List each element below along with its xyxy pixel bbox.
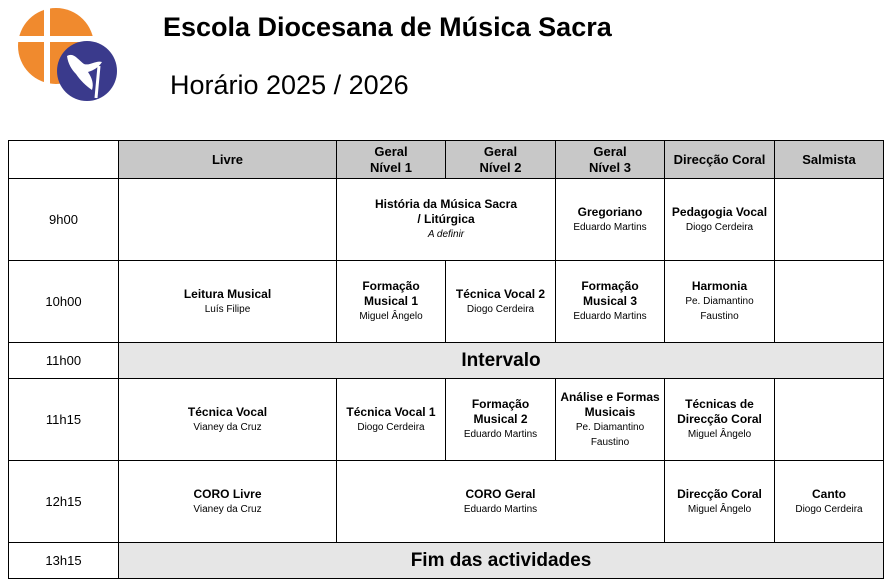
class-subject: Harmonia bbox=[691, 279, 748, 293]
header-line: Geral bbox=[374, 143, 408, 159]
column-header-geral-3 bbox=[556, 141, 665, 179]
class-cell bbox=[665, 379, 775, 461]
class-cell bbox=[665, 261, 775, 343]
class-teacher: Diogo Cerdeira bbox=[466, 303, 535, 315]
class-subject: CORO Livre bbox=[193, 486, 262, 501]
column-header-geral-1 bbox=[337, 141, 446, 179]
column-header-livre: Livre bbox=[119, 141, 337, 179]
class-subject: Musical 1 bbox=[363, 294, 419, 308]
page-subtitle: Horário 2025 / 2026 bbox=[170, 70, 409, 100]
class-cell bbox=[556, 379, 665, 461]
empty-cell bbox=[775, 261, 884, 343]
class-subject: Musical 3 bbox=[582, 294, 638, 308]
class-subject: / Litúrgica bbox=[417, 212, 475, 226]
class-subject: Técnica Vocal 1 bbox=[346, 404, 436, 419]
class-teacher: Eduardo Martins bbox=[463, 503, 538, 515]
end-banner: Fim das actividades bbox=[119, 543, 884, 579]
column-header-geral-2 bbox=[446, 141, 556, 179]
row-9h00 bbox=[9, 179, 884, 261]
class-subject: História da Música Sacra bbox=[374, 197, 518, 211]
class-subject: Análise e Formas bbox=[560, 389, 660, 404]
class-cell bbox=[556, 261, 665, 343]
class-subject: Formação bbox=[471, 397, 530, 411]
class-cell bbox=[337, 379, 446, 461]
class-teacher: Diogo Cerdeira bbox=[795, 503, 863, 515]
class-cell bbox=[446, 379, 556, 461]
class-cell bbox=[337, 461, 665, 543]
class-subject: Gregoriano bbox=[577, 204, 643, 219]
row-11h15 bbox=[9, 379, 884, 461]
class-subject: Formação bbox=[362, 279, 420, 293]
class-subject: Canto bbox=[812, 486, 846, 501]
class-teacher: Faustino bbox=[590, 436, 630, 448]
class-teacher: Miguel Ângelo bbox=[687, 429, 752, 440]
class-teacher: Vianey da Cruz bbox=[193, 421, 262, 433]
header-line: Nível 1 bbox=[370, 159, 412, 175]
class-cell bbox=[665, 461, 775, 543]
class-teacher: Faustino bbox=[700, 311, 739, 322]
class-teacher: Miguel Ângelo bbox=[359, 311, 423, 322]
column-header-direccao-coral: Direcção Coral bbox=[665, 141, 775, 179]
time-label: 11h00 bbox=[9, 343, 119, 379]
class-subject: Musical 2 bbox=[473, 412, 528, 426]
header-line: Geral bbox=[483, 143, 518, 159]
row-11h00 bbox=[9, 343, 884, 379]
class-teacher: Miguel Ângelo bbox=[687, 503, 752, 515]
empty-cell bbox=[775, 179, 884, 261]
time-label: 13h15 bbox=[9, 543, 119, 579]
class-teacher: Pe. Diamantino bbox=[685, 296, 754, 307]
class-subject: Musicais bbox=[584, 404, 636, 419]
class-teacher: Eduardo Martins bbox=[573, 311, 647, 322]
empty-cell bbox=[119, 179, 337, 261]
time-label: 11h15 bbox=[9, 379, 119, 461]
class-subject: Técnica Vocal bbox=[187, 404, 268, 419]
class-teacher: Luís Filipe bbox=[204, 303, 251, 315]
class-subject: Formação bbox=[581, 279, 639, 293]
time-label: 10h00 bbox=[9, 261, 119, 343]
class-subject: CORO Geral bbox=[465, 486, 536, 501]
column-header-salmista: Salmista bbox=[775, 141, 884, 179]
class-cell bbox=[119, 379, 337, 461]
logo-cross-vertical bbox=[44, 8, 50, 88]
break-banner: Intervalo bbox=[119, 343, 884, 379]
class-teacher: Pe. Diamantino bbox=[575, 421, 645, 433]
row-13h15 bbox=[9, 543, 884, 579]
class-teacher: Eduardo Martins bbox=[463, 429, 538, 440]
class-subject: Direcção Coral bbox=[677, 486, 762, 501]
class-subject: Técnica Vocal 2 bbox=[455, 286, 546, 301]
class-teacher: Vianey da Cruz bbox=[193, 503, 262, 515]
class-cell bbox=[665, 179, 775, 261]
page-title: Escola Diocesana de Música Sacra bbox=[163, 12, 612, 42]
class-cell bbox=[119, 261, 337, 343]
class-cell bbox=[337, 261, 446, 343]
class-subject: Leitura Musical bbox=[183, 286, 272, 301]
row-12h15 bbox=[9, 461, 884, 543]
time-label: 12h15 bbox=[9, 461, 119, 543]
class-cell bbox=[446, 261, 556, 343]
corner-cell bbox=[9, 141, 119, 179]
class-cell bbox=[337, 179, 556, 261]
header-line: Nível 3 bbox=[589, 159, 631, 175]
empty-cell bbox=[775, 379, 884, 461]
class-note: A definir bbox=[427, 229, 465, 240]
class-teacher: Diogo Cerdeira bbox=[357, 421, 425, 433]
header-line: Nível 2 bbox=[479, 159, 522, 175]
class-subject: Direcção Coral bbox=[677, 412, 762, 426]
class-subject: Técnicas de bbox=[685, 397, 754, 411]
schedule-table bbox=[8, 140, 884, 579]
header-row bbox=[9, 141, 884, 179]
class-teacher: Diogo Cerdeira bbox=[685, 221, 754, 233]
class-cell bbox=[775, 461, 884, 543]
time-label: 9h00 bbox=[9, 179, 119, 261]
header-line: Geral bbox=[593, 143, 627, 159]
class-cell bbox=[119, 461, 337, 543]
class-cell bbox=[556, 179, 665, 261]
school-logo bbox=[14, 8, 118, 106]
class-subject: Pedagogia Vocal bbox=[671, 204, 768, 219]
class-teacher: Eduardo Martins bbox=[573, 221, 647, 233]
row-10h00 bbox=[9, 261, 884, 343]
